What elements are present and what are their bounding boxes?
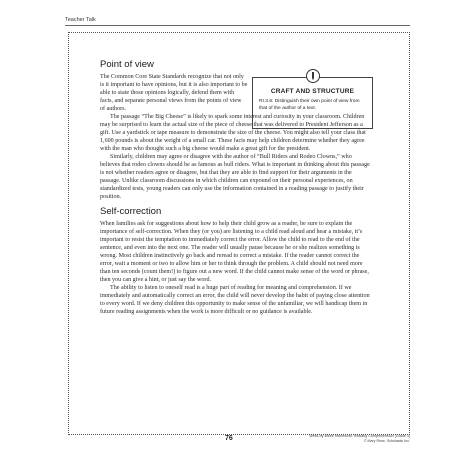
header-rule	[65, 25, 410, 26]
header-label: Teacher Talk	[65, 17, 96, 23]
footer-book-title: Week-by-Week Homework: Reading Comprehension (Grade 3)	[309, 434, 410, 438]
footer-credit	[300, 434, 410, 444]
main-content	[100, 59, 373, 316]
craft-structure-standard: RI.3.6: Distinguish their own point of view from that of the author of a text.	[259, 99, 360, 111]
section-title-point-of-view: Point of view	[100, 59, 154, 70]
paragraph: When families ask for suggestions about how to help their child grow as a reader, be sure to explain the importance of self-correction. When they (or you) are listening to a child read aloud and hear a mistake, it’s important to resist the temptation to immediately correct the error. Allow the child to read to the end of the sentence, and even into the next one. The reader will usually pause because he or she realizes something is wrong. Most children instinctively go back and reread to correct a mistake. If the reader cannot correct the error, wait a moment or two to allow him or her to think through the problem. A child should not need more than ten seconds (count them!) to figure out a new word. If the child cannot make sense of the word or phrase, then you can give a hint, or just say the word.	[100, 221, 369, 283]
page-number: 76	[225, 435, 233, 442]
craft-structure-title: CRAFT AND STRUCTURE	[270, 88, 355, 95]
section-title-self-correction: Self-correction	[100, 206, 162, 217]
paragraph: The Common Core State Standards recognize that not only is it important to have opinions, but it is also important to be able to state those opinions logically, defend them with facts, and separate personal views from the points of view of authors.	[100, 74, 248, 112]
paragraph: The passage “The Big Cheese” is likely to spark some interest and curiosity in your classroom. Children may be surprised to learn the actual size of the piece of cheese that was delivered to President Jefferson as a gift. Use a yardstick or tape measure to demonstrate the size of the cheese. You might also tell your class that 1,600 pounds is about the weight of a small car. These facts may help children determine whether they agree with the man who thought such a big cheese would make a great gift for the president.	[100, 114, 366, 152]
paragraph: The ability to listen to oneself read is a huge part of reading for meaning and comprehension. If we immediately and automatically correct an error, the child will never develop the habit of paying close attention to every word. If we deny children this opportunity to make sense of the unfamiliar, we will handicap them in future reading assignments when the work is more difficult or no guidance is available.	[100, 285, 370, 315]
paragraph: Similarly, children may agree or disagree with the author of “Bull Riders and Rodeo Clowns,” who believes that rodeo clowns should be as famous as bull riders. What is important in thinking about this passage is not whether readers agree or disagree, but that they are able to find support for their arguments in the passage. Unlike classroom discussions in which children can expound on their personal experiences, on standardized tests, young readers can only use the information contained in a reading passage to justify their position.	[100, 154, 370, 200]
footer-copyright: © Mary Rose, Scholastic Inc.	[363, 439, 410, 443]
